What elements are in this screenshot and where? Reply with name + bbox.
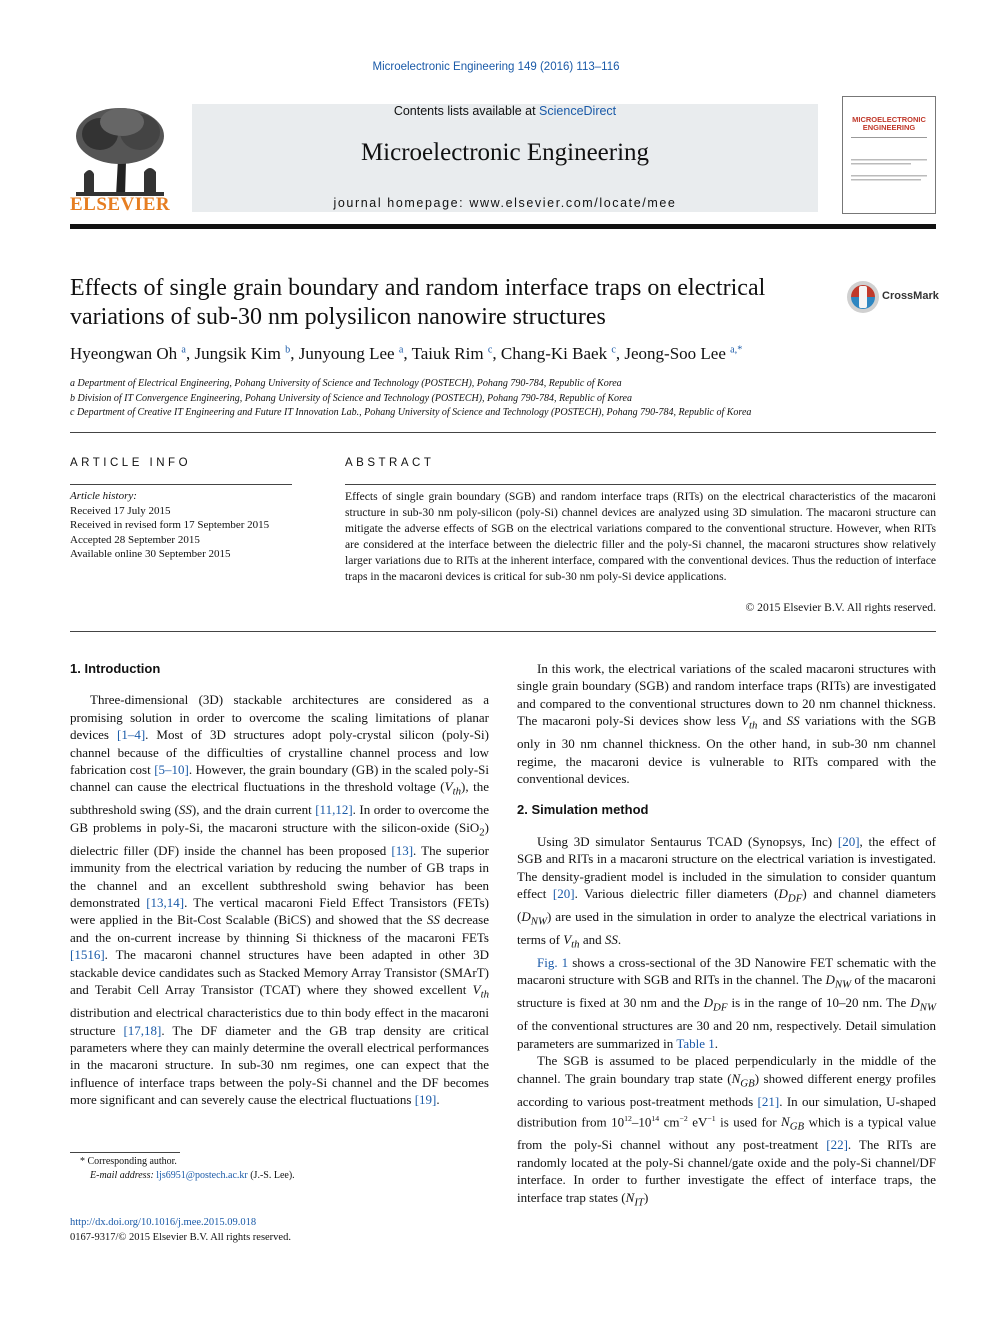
author-affiliation-marker[interactable]: b xyxy=(285,344,291,356)
history-revised: Received in revised form 17 September 2015 xyxy=(70,519,270,531)
article-info-heading: ARTICLE INFO xyxy=(70,457,192,469)
article-history xyxy=(70,489,300,562)
table-link[interactable]: Table 1 xyxy=(676,1035,715,1051)
citation-link[interactable]: [21] xyxy=(757,1093,780,1109)
citation-link[interactable]: [22] xyxy=(826,1137,848,1153)
author[interactable]: Junyoung Lee $^a$ xyxy=(298,344,404,363)
email-label: E-mail address: xyxy=(90,1170,154,1181)
footnote-rule xyxy=(70,1152,180,1153)
crossmark-icon xyxy=(846,278,880,316)
author[interactable]: Hyeongwan Oh $^a$ xyxy=(70,344,186,363)
journal-cover-thumbnail[interactable] xyxy=(842,96,936,214)
header-rule xyxy=(70,224,936,229)
abstract-text: Effects of single grain boundary (SGB) and random interface traps (RITs) on the electrical characteristics of the macaroni structure in sub-30 nm poly-silicon (poly-Si) channel devices are analyzed using 3D simulation. The macaroni structure can mitigate the adverse effects of SGB on the electrical variations compared to the conventional structure. However, when RITs are considered at the interface between the dielectric filler and the poly-Si channel, the macaroni structures show relatively larger variations due to RITs at the inherent interface, compared with the conventional devices. Thus the reduction of interface traps in the macaroni devices is critical for sub-30 nm poly-Si device applications. xyxy=(345,490,936,583)
email-link[interactable]: ljs6951@postech.ac.kr xyxy=(156,1170,248,1181)
section-heading-introduction: 1. Introduction xyxy=(70,661,161,676)
author[interactable]: Taiuk Rim $^c$ xyxy=(411,344,493,363)
author[interactable]: Chang-Ki Baek $^c$ xyxy=(500,344,616,363)
citation-link[interactable]: [1516] xyxy=(70,947,105,963)
citation-link[interactable]: [13] xyxy=(391,842,414,858)
masthead xyxy=(70,94,936,228)
citation-link[interactable]: [13,14] xyxy=(146,895,185,911)
copyright: © 2015 Elsevier B.V. All rights reserved. xyxy=(745,601,936,614)
issn-line: 0167-9317/© 2015 Elsevier B.V. All rights reserved. xyxy=(70,1232,291,1243)
author-affiliation-marker[interactable]: a,* xyxy=(730,344,743,356)
left-column xyxy=(70,660,489,1109)
history-accepted: Accepted 28 September 2015 xyxy=(70,533,200,546)
divider xyxy=(70,631,936,632)
history-label: Article history: xyxy=(70,490,137,502)
affiliations xyxy=(70,377,936,421)
author[interactable]: Jungsik Kim $^b$ xyxy=(194,344,291,363)
divider xyxy=(70,432,936,433)
cover-art xyxy=(843,97,935,213)
citation-link[interactable]: [20] xyxy=(552,886,575,902)
citation-link[interactable]: [11,12] xyxy=(315,802,353,818)
article-title: Effects of single grain boundary and random interface traps on electrical variations of sub-30 nm polysilicon nanowire structures xyxy=(70,275,766,330)
cover-title-1: MICROELECTRONIC xyxy=(852,115,926,124)
author[interactable]: Jeong-Soo Lee $^{a,*}$ xyxy=(624,344,743,363)
history-online: Available online 30 September 2015 xyxy=(70,548,231,560)
section-heading-simulation: 2. Simulation method xyxy=(517,802,649,818)
author-list: Hyeongwan Oh $^a$, Jungsik Kim $^b$, Junyoung Lee $^a$, Taiuk Rim $^c$, Chang-Ki Baek $^c$, Jeong-Soo Lee $^{a,*}$ xyxy=(70,344,743,363)
sim-paragraph-1: Using 3D simulator Sentaurus TCAD (Synopsys, Inc) [20], the effect of SGB and RITs in a macaroni structure on the electrical variation is investigated. The density-gradient model is included in the simulation to consider quantum effect [20]. Various dielectric filler diameters $(D_{DF})$ and channel diameters $(D_{NW})$ are used in the simulation in order to analyze the electrical variations in terms of $V_{th}$ and SS. xyxy=(517,833,936,951)
email-suffix: (J.-S. Lee). xyxy=(250,1170,295,1181)
contents-line xyxy=(192,104,818,118)
contents-prefix: Contents lists available at xyxy=(393,104,540,118)
author-affiliation-marker[interactable]: a xyxy=(398,344,404,356)
citation-link[interactable]: [20] xyxy=(837,833,860,849)
divider xyxy=(345,484,936,485)
doi-link[interactable]: http://dx.doi.org/10.1016/j.mee.2015.09.018 xyxy=(70,1217,257,1228)
citation-link[interactable]: [17,18] xyxy=(123,1022,162,1038)
footnote: * Corresponding author. E-mail address: ljs6951@postech.ac.kr (J.-S. Lee). xyxy=(80,1156,295,1181)
affiliation-c: c Department of Creative IT Engineering and Future IT Innovation Lab., Pohang University of Science and Technology (POSTECH), Pohang 790-784, Republic of Korea xyxy=(70,407,752,418)
sim-paragraph-2: Fig. 1 shows a cross-sectional of the 3D Nanowire FET schematic with the macaroni structure with SGB and RITs in the channel. The $D_{NW}$ of the macaroni structure is fixed at 30 nm and the $D_{DF}$ is in the range of 10–20 nm. The $D_{NW}$ of the conventional structures are 30 and 20 nm, respectively. Detail simulation parameters are summarized in Table 1. xyxy=(517,955,937,1051)
right-column xyxy=(517,660,936,1212)
author-affiliation-marker[interactable]: c xyxy=(487,344,493,356)
history-received: Received 17 July 2015 xyxy=(70,504,171,517)
citation-link[interactable]: [5–10] xyxy=(154,762,189,778)
citation-link[interactable]: [1–4] xyxy=(116,727,146,743)
page-footer xyxy=(70,1215,489,1245)
cover-title-2: ENGINEERING xyxy=(862,123,916,132)
abstract-heading: ABSTRACT xyxy=(345,457,435,469)
citation-link[interactable]: [19] xyxy=(414,1092,437,1108)
figure-link[interactable]: Fig. 1 xyxy=(537,955,569,971)
sciencedirect-link[interactable]: ScienceDirect xyxy=(539,104,617,118)
crossmark-badge[interactable] xyxy=(846,278,938,316)
author-affiliation-marker[interactable]: a xyxy=(181,344,186,356)
intro-paragraph: Three-dimensional (3D) stackable architectures are considered as a promising solution in order to overcome the scaling limitations of planar devices [1–4]. Most of 3D structures adopt poly-crystal silicon (poly-Si) channel because of the difficulties of crystalline channel process and low fabrication cost [5–10]. However, the grain boundary (GB) in the scaled poly-Si channel can cause the electrical fluctuations in the threshold voltage $(V_{th})$, the subthreshold swing (SS), and the drain current [11,12]. In order to overcome the GB problems in poly-Si, the macaroni structure with the silicon-oxide (SiO$_2$) dielectric filler (DF) inside the channel has been proposed [13]. The superior immunity from the electrical variation by reducing the number of GB traps in the channel and an excellent subthreshold swing behavior has been demonstrated [13,14]. The vertical macaroni Field Effect Transistors (FETs) were applied in the Bit-Cost Scalable (BiCS) and showed that the SS decrease and the on-current increase by thinning Si thickness of the macaroni FETs [1516]. The macaroni channel structures have been adapted in other 3D stackable device candidates such as Stacked Memory Array Transistor (SMArT) and Terabit Cell Array Transistor (TCAT) where they showed excellent $V_{th}$ distribution and electrical characteristics due to thin body effect in the macaroni structure [17,18]. The DF diameter and the GB trap density are critical parameters where they can mainly determine the overall electrical performances in the macaroni structure. In sub-30 nm regimes, one can expect that the influence of interface traps between the poly-Si channel and the DF becomes more significant and can severely cause the electrical fluctuations [19]. xyxy=(70,692,490,1108)
journal-title: Microelectronic Engineering xyxy=(360,139,650,166)
divider xyxy=(70,484,292,485)
intro-paragraph-2: In this work, the electrical variations of the scaled macaroni structures with single grain boundary (SGB) and random interface traps (RITs) are investigated and compared to the conventional structures down to 20 nm channel thickness. The macaroni poly-Si devices show less $V_{th}$ and SS variations with the SGB only in 30 nm channel thickness. On the other hand, in sub-30 nm channel regime, the macaroni device is vulnerable to RITs compared with the conventional devices. xyxy=(517,661,936,787)
sim-paragraph-3: The SGB is assumed to be placed perpendicularly in the middle of the channel. The grain boundary trap state $(N_{GB})$ showed different energy profiles according to various post-treatment methods [21]. In our simulation, U-shaped distribution from $10^{12}-10^{14}$ $cm^{-2}$ $eV^{-1}$ is used for $N_{GB}$ which is a typical value from the poly-Si channel without any post-treatment [22]. The RITs are randomly located at the poly-Si channel/gate oxide and the poly-Si channel/DF interface. In order to further investigate the effect of interface traps, the interface trap states $(N_{IT})$ xyxy=(517,1053,937,1209)
journal-citation[interactable]: Microelectronic Engineering 149 (2016) 113–116 xyxy=(372,61,620,73)
affiliation-b: b Division of IT Convergence Engineering, Pohang University of Science and Technology (POSTECH), Pohang 790-784, Republic of Korea xyxy=(70,392,632,404)
corresponding-author: Corresponding author. xyxy=(87,1156,177,1167)
affiliation-a: a Department of Electrical Engineering, Pohang University of Science and Technology (POSTECH), Pohang 790-784, Republic of Korea xyxy=(70,378,622,389)
journal-banner xyxy=(192,104,818,212)
elsevier-wordmark: ELSEVIER xyxy=(70,194,171,215)
author-affiliation-marker[interactable]: c xyxy=(611,344,616,356)
crossmark-label: CrossMark xyxy=(882,290,939,302)
journal-homepage[interactable]: journal homepage: www.elsevier.com/locate/mee xyxy=(333,196,677,210)
